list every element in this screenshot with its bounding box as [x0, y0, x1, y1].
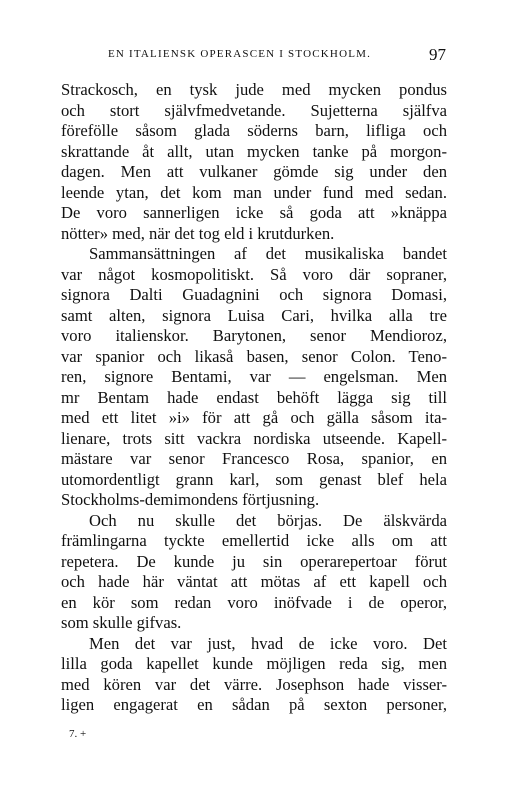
- text-line: var något kosmopolitiskt. Så voro där sopraner,: [61, 264, 447, 284]
- text-line: Och nu skulle det börjas. De älskvärda: [89, 510, 447, 530]
- text-line: en kör som redan voro inöfvade i de operor,: [61, 592, 447, 612]
- body-text: [61, 80, 447, 716]
- printer-signature: 7. +: [69, 728, 87, 740]
- page-number: 97: [429, 45, 446, 64]
- running-head: [62, 46, 446, 68]
- text-line: med kören var det värre. Josephson hade visser-: [61, 674, 447, 694]
- text-line: Men det var just, hvad de icke voro. Det: [89, 633, 447, 653]
- text-line: var spanior och likaså basen, senor Colon. Teno-: [61, 346, 447, 366]
- text-line: voro italienskor. Barytonen, senor Mendioroz,: [61, 326, 447, 345]
- text-line: med ett litet »i» för att gå och gälla såsom ita-: [61, 408, 447, 427]
- text-line: De voro sannerligen icke så goda att »knäppa: [61, 203, 447, 222]
- text-line: lilla goda kapellet kunde möjligen reda sig, men: [61, 654, 447, 673]
- text-line: leende ytan, det kom man under fund med sedan.: [61, 182, 447, 202]
- text-line: lienare, trots sitt vackra nordiska utseende. Kapell-: [61, 428, 447, 448]
- text-line: och stort självfmedvetande. Sujetterna själfva: [61, 100, 447, 120]
- text-line: repetera. De kunde ju sin operarepertoar förut: [61, 551, 447, 571]
- text-line: som skulle gifvas.: [61, 613, 182, 632]
- text-line: mästare var senor Francesco Rosa, spanior, en: [61, 449, 447, 468]
- text-line: utomordentligt grann karl, som genast blef hela: [61, 469, 447, 489]
- text-line: samt alten, signora Luisa Cari, hvilka alla tre: [61, 305, 447, 325]
- text-line: ren, signore Bentami, var — engelsman. Men: [61, 367, 447, 386]
- text-line: dagen. Men att vulkaner gömde sig under den: [61, 162, 447, 181]
- text-line: främlingarna tyckte emellertid icke alls om att: [61, 531, 447, 550]
- text-line: Stockholms-demimondens förtjusning.: [61, 490, 320, 509]
- text-line: skrattande åt allt, utan mycken tanke på morgon-: [61, 141, 447, 161]
- text-line: signora Dalti Guadagnini och signora Domasi,: [61, 285, 447, 304]
- text-line: och hade här väntat att mötas af ett kapell och: [61, 572, 447, 591]
- text-line: nötter» med, när det tog eld i krutdurken.: [61, 223, 335, 243]
- text-line: förefölle såsom glada söderns barn, lifliga och: [61, 121, 447, 140]
- running-title: EN ITALIENSK OPERASCEN I STOCKHOLM.: [108, 48, 372, 60]
- text-line: Strackosch, en tysk jude med mycken pondus: [61, 80, 447, 99]
- text-line: ligen engagerat en sådan på sexton personer,: [61, 695, 447, 714]
- text-line: Sammansättningen af det musikaliska bandet: [89, 244, 447, 263]
- text-line: mr Bentam hade endast behöft lägga sig till: [61, 387, 447, 407]
